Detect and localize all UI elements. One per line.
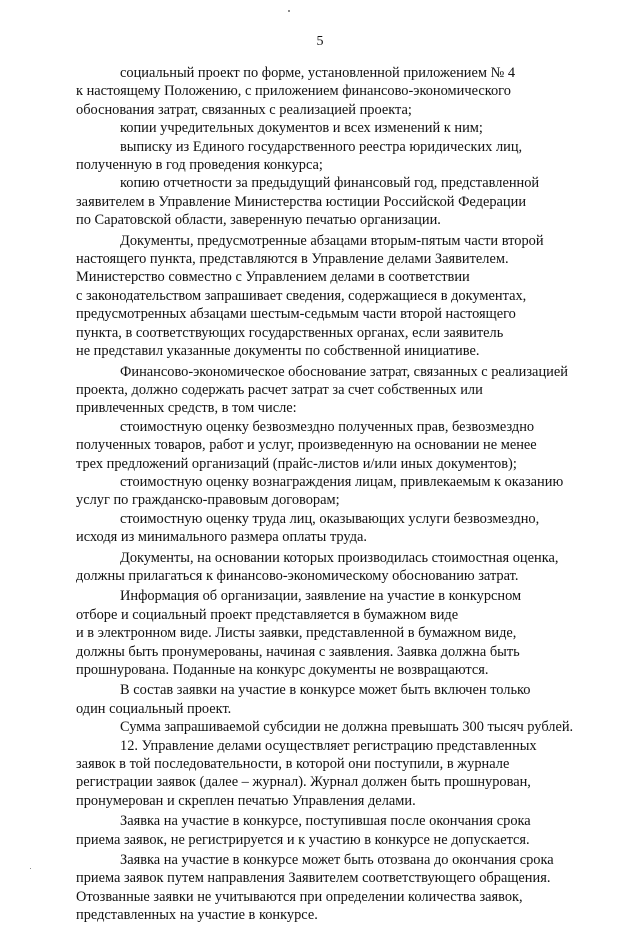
scan-speck: [288, 10, 290, 12]
paragraph: копию отчетности за предыдущий финансовый год, представленной заявителем в Управление Министерства юстиции Российской Федерации по Саратовской области, заверенную печатью организации.: [76, 175, 540, 229]
paragraph: социальный проект по форме, установленной приложением № 4 к настоящему Положению, с приложением финансово-экономического обоснования затрат, связанных с реализацией проекта;: [76, 65, 516, 118]
paragraph: Документы, на основании которых производилась стоимостная оценка, должны прилагаться к финансово-экономическому обоснованию затрат.: [76, 549, 559, 584]
paragraph: Заявка на участие в конкурсе может быть отозвана до окончания срока приема заявок путем направления Заявителем соответствующего обращения. Отозванные заявки не учитываются при определении количества заявок, представленных на участие в конкурсе.: [76, 852, 554, 924]
page-number: 5: [316, 34, 324, 49]
paragraph: Финансово-экономическое обоснование затрат, связанных с реализацией проекта, должно содержать расчет затрат за счет собственных или привлеченных средств, в том числе:: [76, 363, 568, 417]
paragraph: Сумма запрашиваемой субсидии не должна превышать 300 тысяч рублей.: [120, 719, 574, 736]
paragraph: Информация об организации, заявление на участие в конкурсном отборе и социальный проект представляется в бумажном виде и в электронном виде. Листы заявки, представленной в бумажном виде, должны быть пронумерованы, начиная с заявления. Заявка должна быть прошнурована. Поданные на конкурс документы не возвращаются.: [76, 588, 522, 678]
scan-speck: [30, 868, 31, 869]
paragraph: стоимостную оценку труда лиц, оказывающих услуги безвозмездно, исходя из минимального размера оплаты труда.: [76, 510, 540, 546]
paragraph: выписку из Единого государственного реестра юридических лиц, полученную в год проведения конкурса;: [76, 138, 523, 174]
paragraph: стоимостную оценку вознаграждения лицам, привлекаемым к оказанию услуг по гражданско-правовым договорам;: [76, 473, 564, 509]
paragraph: стоимостную оценку безвозмездно полученных прав, безвозмездно полученных товаров, работ и услуг, произведенную на основании не менее трех предложений организаций (прайс-листов и/или иных документов);: [76, 418, 537, 472]
document-body: [76, 64, 601, 925]
paragraph: Заявка на участие в конкурсе, поступившая после окончания срока приема заявок, не регистрируется и к участию в конкурсе не допускается.: [76, 813, 531, 848]
paragraph: 12. Управление делами осуществляет регистрацию представленных заявок в той последовательности, в которой они поступили, в журнале регистрации заявок (далее – журнал). Журнал должен быть прошнурован, пронумерован и скреплен печатью Управления делами.: [76, 737, 537, 809]
paragraph: В состав заявки на участие в конкурсе может быть включен только один социальный проект.: [76, 682, 531, 717]
paragraph: Документы, предусмотренные абзацами вторым-пятым части второй настоящего пункта, представляются в Управление делами Заявителем. Министерство совместно с Управлением делами в соответствии с законодательством запрашивает сведения, содержащиеся в документах, предусмотренных абзацами шестым-седьмым части второй настоящего пункта, в соответствующих государственных органах, если заявитель не представил указанные документы по собственной инициативе.: [76, 232, 544, 360]
paragraph: копии учредительных документов и всех изменений к ним;: [120, 120, 483, 137]
